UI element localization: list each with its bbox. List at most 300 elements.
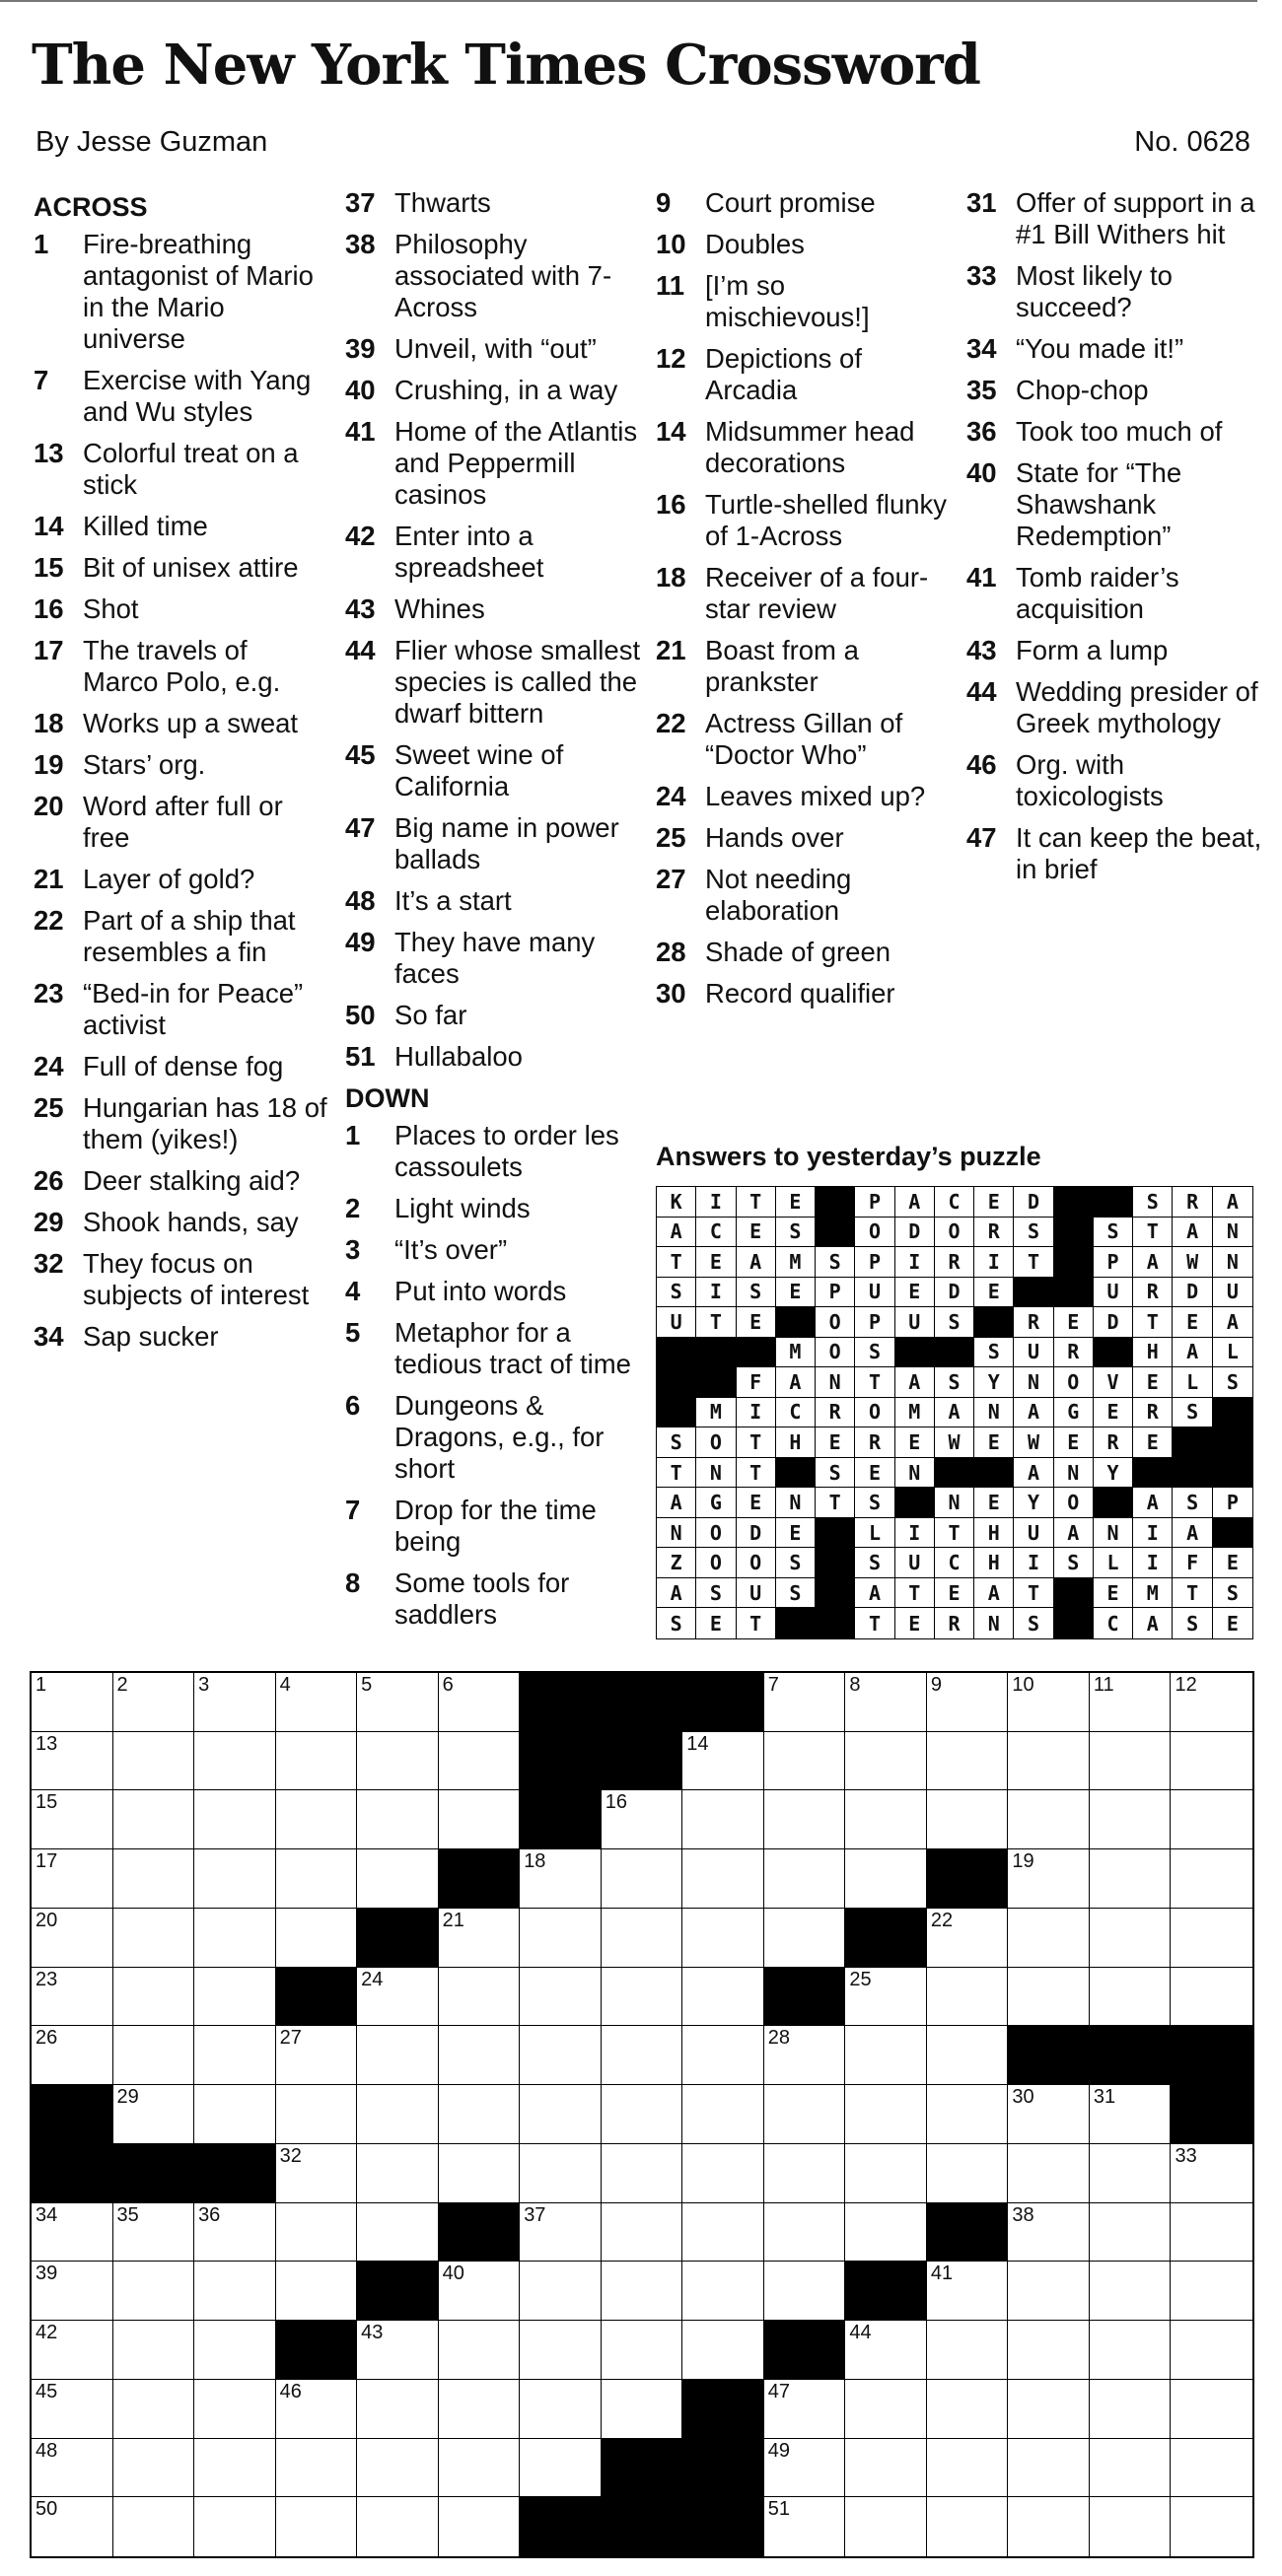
puzzle-cell[interactable]: [194, 2497, 276, 2556]
puzzle-cell[interactable]: [602, 2026, 683, 2085]
puzzle-cell[interactable]: [520, 2380, 602, 2439]
puzzle-cell[interactable]: [764, 1849, 846, 1909]
clue-across-23[interactable]: [34, 978, 329, 1041]
answer-cell: V: [1094, 1367, 1133, 1398]
puzzle-cell[interactable]: [1090, 2321, 1172, 2380]
puzzle-cell[interactable]: [113, 1790, 195, 1849]
puzzle-cell[interactable]: [602, 2380, 683, 2439]
cell-number: 32: [279, 2144, 302, 2167]
puzzle-cell[interactable]: [602, 2321, 683, 2380]
clue-down-28[interactable]: [656, 937, 952, 968]
puzzle-cell[interactable]: [32, 1849, 113, 1909]
puzzle-cell[interactable]: [1171, 1673, 1252, 1732]
puzzle-cell[interactable]: [1008, 2144, 1090, 2203]
puzzle-cell[interactable]: [357, 2321, 439, 2380]
puzzle-cell[interactable]: [682, 2262, 764, 2321]
puzzle-cell[interactable]: [276, 2026, 358, 2085]
puzzle-cell[interactable]: [764, 2144, 846, 2203]
answer-cell: S: [1133, 1187, 1173, 1218]
puzzle-cell[interactable]: [439, 2262, 521, 2321]
puzzle-cell[interactable]: [845, 1732, 927, 1791]
puzzle-cell[interactable]: [1008, 2262, 1090, 2321]
puzzle-cell[interactable]: [1090, 2497, 1172, 2556]
clue-down-40[interactable]: [966, 457, 1262, 552]
puzzle-cell[interactable]: [1008, 1732, 1090, 1791]
puzzle-cell[interactable]: [520, 1968, 602, 2027]
answer-black-cell: [776, 1458, 816, 1489]
puzzle-cell[interactable]: [113, 2085, 195, 2144]
puzzle-cell[interactable]: [764, 2026, 846, 2085]
puzzle-cell[interactable]: [32, 1909, 113, 1968]
puzzle-cell[interactable]: [1090, 2262, 1172, 2321]
puzzle-cell[interactable]: [1090, 2380, 1172, 2439]
puzzle-cell[interactable]: [602, 1968, 683, 2027]
puzzle-cell[interactable]: [1171, 2380, 1252, 2439]
puzzle-black-cell: [764, 2321, 846, 2380]
clue-across-19[interactable]: [34, 749, 329, 781]
clue-across-34[interactable]: [34, 1321, 329, 1353]
puzzle-cell[interactable]: [113, 1732, 195, 1791]
clue-across-18[interactable]: [34, 708, 329, 739]
puzzle-cell[interactable]: [520, 2262, 602, 2321]
cell-number: 22: [930, 1909, 954, 1931]
clue-across-49[interactable]: [345, 927, 641, 990]
puzzle-cell[interactable]: [357, 1968, 439, 2027]
clue-down-12[interactable]: [656, 343, 952, 406]
answer-cell: I: [895, 1518, 935, 1549]
clue-across-25[interactable]: [34, 1092, 329, 1155]
puzzle-cell[interactable]: [602, 2262, 683, 2321]
clue-down-14[interactable]: [656, 416, 952, 479]
answer-cell: U: [1094, 1278, 1133, 1308]
answer-cell: T: [1133, 1307, 1173, 1338]
clue-across-39[interactable]: [345, 333, 641, 365]
puzzle-cell[interactable]: [520, 2144, 602, 2203]
puzzle-cell[interactable]: [113, 1673, 195, 1732]
puzzle-cell[interactable]: [276, 2497, 358, 2556]
answer-cell: R: [935, 1608, 974, 1638]
puzzle-cell[interactable]: [520, 2439, 602, 2498]
puzzle-cell[interactable]: [845, 2144, 927, 2203]
clue-across-32[interactable]: [34, 1248, 329, 1311]
clue-across-41[interactable]: [345, 416, 641, 511]
puzzle-cell[interactable]: [764, 2439, 846, 2498]
puzzle-cell[interactable]: [439, 2026, 521, 2085]
puzzle-cell[interactable]: [520, 1909, 602, 1968]
puzzle-cell[interactable]: [764, 2497, 846, 2556]
puzzle-cell[interactable]: [357, 2144, 439, 2203]
cell-number: 38: [1012, 2203, 1034, 2226]
puzzle-cell[interactable]: [1171, 2439, 1252, 2498]
puzzle-cell[interactable]: [927, 1968, 1009, 2027]
puzzle-cell[interactable]: [357, 2203, 439, 2263]
puzzle-cell[interactable]: [439, 1968, 521, 2027]
clue-across-24[interactable]: [34, 1051, 329, 1082]
puzzle-cell[interactable]: [1090, 1909, 1172, 1968]
clue-down-30[interactable]: [656, 978, 952, 1010]
puzzle-black-cell: [682, 2380, 764, 2439]
puzzle-cell[interactable]: [276, 2085, 358, 2144]
clue-across-40[interactable]: [345, 375, 641, 406]
puzzle-cell[interactable]: [927, 2144, 1009, 2203]
puzzle-cell[interactable]: [845, 2026, 927, 2085]
puzzle-grid[interactable]: [30, 1671, 1254, 2558]
puzzle-cell[interactable]: [682, 1968, 764, 2027]
puzzle-cell[interactable]: [439, 1673, 521, 1732]
puzzle-cell[interactable]: [1008, 2203, 1090, 2263]
puzzle-cell[interactable]: [1171, 2203, 1252, 2263]
puzzle-cell[interactable]: [276, 2439, 358, 2498]
puzzle-cell[interactable]: [113, 2380, 195, 2439]
puzzle-cell[interactable]: [602, 2085, 683, 2144]
puzzle-cell[interactable]: [1008, 1909, 1090, 1968]
clue-down-7[interactable]: [345, 1495, 641, 1558]
puzzle-cell[interactable]: [276, 1849, 358, 1909]
puzzle-cell[interactable]: [927, 1732, 1009, 1791]
clue-across-51[interactable]: [345, 1041, 641, 1073]
clue-down-1[interactable]: [345, 1120, 641, 1183]
puzzle-cell[interactable]: [1171, 2262, 1252, 2321]
puzzle-cell[interactable]: [32, 1732, 113, 1791]
puzzle-cell[interactable]: [927, 1909, 1009, 1968]
clue-down-46[interactable]: [966, 749, 1262, 812]
puzzle-cell[interactable]: [764, 2380, 846, 2439]
cell-number: 23: [36, 1968, 58, 1990]
puzzle-cell[interactable]: [194, 1909, 276, 1968]
clue-down-36[interactable]: [966, 416, 1262, 448]
puzzle-cell[interactable]: [194, 2203, 276, 2263]
puzzle-cell[interactable]: [32, 2203, 113, 2263]
clue-across-29[interactable]: [34, 1207, 329, 1238]
puzzle-cell[interactable]: [682, 2026, 764, 2085]
puzzle-cell[interactable]: [276, 2262, 358, 2321]
clue-text: Depictions of Arcadia: [705, 343, 862, 405]
answer-cell: S: [737, 1278, 776, 1308]
clue-across-37[interactable]: [345, 187, 641, 219]
puzzle-cell[interactable]: [764, 2203, 846, 2263]
clue-down-2[interactable]: [345, 1193, 641, 1224]
puzzle-cell[interactable]: [113, 2497, 195, 2556]
puzzle-cell[interactable]: [357, 2026, 439, 2085]
puzzle-cell[interactable]: [927, 1790, 1009, 1849]
clue-down-3[interactable]: [345, 1234, 641, 1266]
puzzle-cell[interactable]: [113, 1849, 195, 1909]
puzzle-cell[interactable]: [1171, 2144, 1252, 2203]
puzzle-cell[interactable]: [439, 2497, 521, 2556]
clue-down-11[interactable]: [656, 270, 952, 333]
puzzle-cell[interactable]: [927, 2262, 1009, 2321]
puzzle-cell[interactable]: [1171, 1849, 1252, 1909]
clue-across-7[interactable]: [34, 365, 329, 428]
puzzle-cell[interactable]: [1090, 1732, 1172, 1791]
clue-across-42[interactable]: [345, 521, 641, 584]
puzzle-cell[interactable]: [682, 2321, 764, 2380]
clue-across-14[interactable]: [34, 511, 329, 542]
puzzle-cell[interactable]: [357, 1673, 439, 1732]
clue-down-5[interactable]: [345, 1317, 641, 1380]
puzzle-cell[interactable]: [764, 1732, 846, 1791]
cell-number: 40: [442, 2263, 464, 2285]
puzzle-cell[interactable]: [1090, 1673, 1172, 1732]
puzzle-cell[interactable]: [194, 1849, 276, 1909]
puzzle-cell[interactable]: [194, 2321, 276, 2380]
clue-down-43[interactable]: [966, 635, 1262, 666]
answer-black-cell: [816, 1548, 855, 1578]
puzzle-cell[interactable]: [194, 1673, 276, 1732]
clue-across-13[interactable]: [34, 438, 329, 501]
puzzle-cell[interactable]: [682, 1732, 764, 1791]
answer-cell: R: [1054, 1338, 1094, 1368]
puzzle-cell[interactable]: [845, 2497, 927, 2556]
puzzle-cell[interactable]: [194, 2380, 276, 2439]
puzzle-cell[interactable]: [113, 2262, 195, 2321]
clue-down-24[interactable]: [656, 781, 952, 812]
clue-number: 8: [345, 1567, 361, 1598]
puzzle-cell[interactable]: [32, 1968, 113, 2027]
puzzle-cell[interactable]: [32, 2439, 113, 2498]
puzzle-cell[interactable]: [439, 2380, 521, 2439]
puzzle-cell[interactable]: [764, 1909, 846, 1968]
puzzle-cell[interactable]: [1171, 1790, 1252, 1849]
puzzle-cell[interactable]: [1008, 1790, 1090, 1849]
answer-cell: I: [737, 1398, 776, 1428]
puzzle-cell[interactable]: [682, 2085, 764, 2144]
puzzle-cell[interactable]: [1090, 2439, 1172, 2498]
clue-down-16[interactable]: [656, 489, 952, 552]
puzzle-cell[interactable]: [1171, 1968, 1252, 2027]
puzzle-cell[interactable]: [602, 1909, 683, 1968]
clue-across-20[interactable]: [34, 791, 329, 854]
puzzle-cell[interactable]: [1008, 1849, 1090, 1909]
puzzle-cell[interactable]: [1008, 2321, 1090, 2380]
puzzle-cell[interactable]: [845, 1790, 927, 1849]
puzzle-cell[interactable]: [1090, 1968, 1172, 2027]
puzzle-cell[interactable]: [1008, 2380, 1090, 2439]
puzzle-cell[interactable]: [1171, 1909, 1252, 1968]
puzzle-cell[interactable]: [194, 2026, 276, 2085]
clue-down-9[interactable]: [656, 187, 952, 219]
puzzle-cell[interactable]: [357, 2085, 439, 2144]
puzzle-cell[interactable]: [520, 1849, 602, 1909]
clue-number: 41: [345, 416, 376, 447]
clue-text: “You made it!”: [1016, 333, 1184, 364]
puzzle-cell[interactable]: [845, 2439, 927, 2498]
clue-across-45[interactable]: [345, 739, 641, 802]
puzzle-cell[interactable]: [194, 1968, 276, 2027]
clue-down-27[interactable]: [656, 864, 952, 927]
clue-down-35[interactable]: [966, 375, 1262, 406]
puzzle-cell[interactable]: [194, 1732, 276, 1791]
puzzle-cell[interactable]: [1090, 2085, 1172, 2144]
puzzle-cell[interactable]: [764, 1790, 846, 1849]
clue-down-21[interactable]: [656, 635, 952, 698]
clue-text: Midsummer head decorations: [705, 416, 915, 478]
puzzle-black-cell: [439, 1849, 521, 1909]
puzzle-cell[interactable]: [357, 2380, 439, 2439]
puzzle-cell[interactable]: [439, 2321, 521, 2380]
puzzle-cell[interactable]: [194, 2085, 276, 2144]
puzzle-cell[interactable]: [1008, 1968, 1090, 2027]
puzzle-cell[interactable]: [1008, 1673, 1090, 1732]
puzzle-cell[interactable]: [194, 2262, 276, 2321]
puzzle-cell[interactable]: [845, 1968, 927, 2027]
answer-cell: N: [974, 1608, 1014, 1638]
puzzle-cell[interactable]: [32, 2380, 113, 2439]
answer-cell: U: [1014, 1518, 1053, 1549]
puzzle-cell[interactable]: [927, 2026, 1009, 2085]
answer-cell: D: [1014, 1187, 1053, 1218]
clue-down-8[interactable]: [345, 1567, 641, 1631]
puzzle-cell[interactable]: [764, 1673, 846, 1732]
clue-across-50[interactable]: [345, 1000, 641, 1031]
puzzle-cell[interactable]: [32, 2321, 113, 2380]
puzzle-cell[interactable]: [276, 1673, 358, 1732]
puzzle-cell[interactable]: [520, 2026, 602, 2085]
puzzle-cell[interactable]: [1171, 1732, 1252, 1791]
puzzle-cell[interactable]: [845, 1849, 927, 1909]
puzzle-cell[interactable]: [357, 1790, 439, 1849]
puzzle-cell[interactable]: [1090, 1790, 1172, 1849]
puzzle-cell[interactable]: [845, 2203, 927, 2263]
puzzle-cell[interactable]: [113, 1968, 195, 2027]
clue-number: 10: [656, 229, 686, 259]
puzzle-cell[interactable]: [439, 2144, 521, 2203]
puzzle-cell[interactable]: [520, 2203, 602, 2263]
puzzle-cell[interactable]: [357, 2497, 439, 2556]
puzzle-cell[interactable]: [113, 1909, 195, 1968]
clue-down-6[interactable]: [345, 1390, 641, 1485]
answer-cell: E: [895, 1278, 935, 1308]
puzzle-cell[interactable]: [113, 2439, 195, 2498]
puzzle-cell[interactable]: [194, 1790, 276, 1849]
clue-down-47[interactable]: [966, 822, 1262, 885]
clue-number: 14: [34, 511, 64, 541]
puzzle-cell[interactable]: [276, 2380, 358, 2439]
puzzle-cell[interactable]: [32, 1673, 113, 1732]
puzzle-cell[interactable]: [602, 1849, 683, 1909]
clue-text: “Bed-in for Peace” activist: [83, 978, 304, 1040]
puzzle-cell[interactable]: [764, 2085, 846, 2144]
clue-down-22[interactable]: [656, 708, 952, 771]
clue-across-26[interactable]: [34, 1165, 329, 1197]
puzzle-cell[interactable]: [520, 2321, 602, 2380]
clue-down-41[interactable]: [966, 562, 1262, 625]
puzzle-cell[interactable]: [682, 1909, 764, 1968]
clue-across-48[interactable]: [345, 885, 641, 917]
puzzle-cell[interactable]: [1090, 2144, 1172, 2203]
puzzle-cell[interactable]: [32, 2497, 113, 2556]
puzzle-cell[interactable]: [276, 1790, 358, 1849]
puzzle-cell[interactable]: [927, 2085, 1009, 2144]
puzzle-cell[interactable]: [602, 2144, 683, 2203]
puzzle-cell[interactable]: [845, 2321, 927, 2380]
puzzle-cell[interactable]: [682, 2144, 764, 2203]
puzzle-cell[interactable]: [845, 2380, 927, 2439]
puzzle-cell[interactable]: [1090, 1849, 1172, 1909]
puzzle-cell[interactable]: [1090, 2203, 1172, 2263]
clue-down-31[interactable]: [966, 187, 1262, 250]
puzzle-cell[interactable]: [520, 2085, 602, 2144]
puzzle-cell[interactable]: [357, 1849, 439, 1909]
clue-number: 45: [345, 739, 376, 770]
puzzle-cell[interactable]: [927, 1673, 1009, 1732]
clue-across-21[interactable]: [34, 864, 329, 895]
answer-cell: N: [1213, 1247, 1252, 1278]
clue-across-43[interactable]: [345, 593, 641, 625]
puzzle-cell[interactable]: [1171, 2321, 1252, 2380]
clue-across-22[interactable]: [34, 905, 329, 968]
clue-down-44[interactable]: [966, 676, 1262, 739]
clue-down-25[interactable]: [656, 822, 952, 854]
puzzle-black-cell: [682, 2497, 764, 2556]
answer-cell: P: [855, 1187, 894, 1218]
answer-cell: S: [776, 1218, 816, 1248]
puzzle-cell[interactable]: [32, 2262, 113, 2321]
puzzle-cell[interactable]: [439, 2439, 521, 2498]
clue-across-1[interactable]: [34, 229, 329, 355]
puzzle-cell[interactable]: [113, 2321, 195, 2380]
puzzle-cell[interactable]: [602, 2203, 683, 2263]
clue-across-38[interactable]: [345, 229, 641, 323]
answer-cell: A: [776, 1367, 816, 1398]
puzzle-cell[interactable]: [1008, 2497, 1090, 2556]
puzzle-cell[interactable]: [845, 2085, 927, 2144]
clue-across-16[interactable]: [34, 593, 329, 625]
puzzle-cell[interactable]: [682, 2203, 764, 2263]
clue-down-33[interactable]: [966, 260, 1262, 323]
puzzle-cell[interactable]: [276, 1909, 358, 1968]
puzzle-cell[interactable]: [276, 2144, 358, 2203]
puzzle-cell[interactable]: [927, 2497, 1009, 2556]
puzzle-cell[interactable]: [602, 1790, 683, 1849]
clue-number: 20: [34, 791, 64, 821]
puzzle-cell[interactable]: [927, 2439, 1009, 2498]
clue-down-18[interactable]: [656, 562, 952, 625]
puzzle-cell[interactable]: [439, 2085, 521, 2144]
puzzle-cell[interactable]: [439, 1909, 521, 1968]
puzzle-cell[interactable]: [113, 2203, 195, 2263]
puzzle-cell[interactable]: [32, 1790, 113, 1849]
clue-down-10[interactable]: [656, 229, 952, 260]
puzzle-cell[interactable]: [357, 1732, 439, 1791]
puzzle-cell[interactable]: [439, 1732, 521, 1791]
puzzle-cell[interactable]: [1008, 2085, 1090, 2144]
clue-across-15[interactable]: [34, 552, 329, 584]
puzzle-cell[interactable]: [845, 1673, 927, 1732]
puzzle-cell[interactable]: [113, 2026, 195, 2085]
puzzle-cell[interactable]: [682, 1849, 764, 1909]
clue-across-17[interactable]: [34, 635, 329, 698]
clue-down-34[interactable]: [966, 333, 1262, 365]
puzzle-cell[interactable]: [927, 2321, 1009, 2380]
puzzle-cell[interactable]: [764, 2262, 846, 2321]
clue-text: Put into words: [394, 1276, 567, 1306]
clue-down-4[interactable]: [345, 1276, 641, 1307]
clue-across-44[interactable]: [345, 635, 641, 730]
puzzle-cell[interactable]: [682, 1790, 764, 1849]
clue-across-47[interactable]: [345, 812, 641, 875]
puzzle-cell[interactable]: [1008, 2439, 1090, 2498]
answer-cell: O: [1054, 1367, 1094, 1398]
puzzle-cell[interactable]: [1171, 2497, 1252, 2556]
puzzle-cell[interactable]: [194, 2439, 276, 2498]
puzzle-cell[interactable]: [276, 1732, 358, 1791]
puzzle-cell[interactable]: [927, 2380, 1009, 2439]
puzzle-cell[interactable]: [32, 2026, 113, 2085]
puzzle-cell[interactable]: [357, 2439, 439, 2498]
puzzle-cell[interactable]: [439, 1790, 521, 1849]
puzzle-cell[interactable]: [276, 2203, 358, 2263]
